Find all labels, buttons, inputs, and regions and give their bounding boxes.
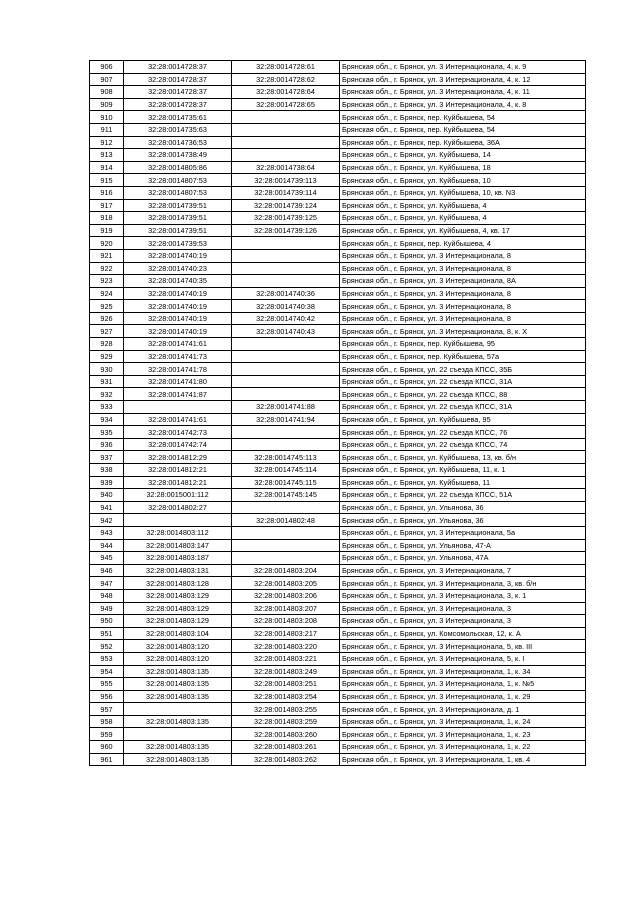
cadastral-number-cell: [124, 514, 232, 527]
object-cadastral-number-cell: 32:28:0014745:114: [232, 464, 340, 477]
cadastral-number-cell: 32:28:0014812:21: [124, 464, 232, 477]
address-cell: Брянская обл., г. Брянск, ул. Куйбышева, 11, к. 1: [340, 464, 586, 477]
object-cadastral-number-cell: [232, 375, 340, 388]
table-row: [90, 199, 586, 212]
address-cell: Брянская обл., г. Брянск, ул. 3 Интернационала, 8: [340, 312, 586, 325]
cadastral-number-cell: 32:28:0014803:135: [124, 715, 232, 728]
object-cadastral-number-cell: 32:28:0014741:88: [232, 401, 340, 414]
table-row: [90, 715, 586, 728]
object-cadastral-number-cell: [232, 111, 340, 124]
address-cell: Брянская обл., г. Брянск, пер. Куйбышева, 54: [340, 123, 586, 136]
address-cell: Брянская обл., г. Брянск, ул. Куйбышева, 4, кв. 17: [340, 224, 586, 237]
row-number-cell: 921: [90, 249, 124, 262]
row-number-cell: 952: [90, 640, 124, 653]
cadastral-number-cell: 32:28:0014803:104: [124, 627, 232, 640]
cadastral-number-cell: 32:28:0014803:187: [124, 552, 232, 565]
row-number-cell: 954: [90, 665, 124, 678]
address-cell: Брянская обл., г. Брянск, ул. 22 съезда КПСС, 35Б: [340, 363, 586, 376]
object-cadastral-number-cell: 32:28:0014803:204: [232, 564, 340, 577]
table-row: [90, 602, 586, 615]
cadastral-number-cell: 32:28:0014803:129: [124, 615, 232, 628]
object-cadastral-number-cell: [232, 262, 340, 275]
address-cell: Брянская обл., г. Брянск, ул. 3 Интернационала, 5а: [340, 526, 586, 539]
table-row: [90, 640, 586, 653]
cadastral-number-cell: 32:28:0015001:112: [124, 489, 232, 502]
object-cadastral-number-cell: 32:28:0014803:259: [232, 715, 340, 728]
row-number-cell: 923: [90, 275, 124, 288]
object-cadastral-number-cell: 32:28:0014803:221: [232, 652, 340, 665]
table-row: [90, 451, 586, 464]
row-number-cell: 939: [90, 476, 124, 489]
table-row: [90, 123, 586, 136]
table-row: [90, 388, 586, 401]
table-row: [90, 73, 586, 86]
address-cell: Брянская обл., г. Брянск, ул. Куйбышева, 18: [340, 161, 586, 174]
row-number-cell: 936: [90, 438, 124, 451]
table-row: [90, 615, 586, 628]
cadastral-number-cell: 32:28:0014740:35: [124, 275, 232, 288]
row-number-cell: 957: [90, 703, 124, 716]
object-cadastral-number-cell: 32:28:0014740:43: [232, 325, 340, 338]
row-number-cell: 908: [90, 86, 124, 99]
object-cadastral-number-cell: [232, 275, 340, 288]
table-row: [90, 652, 586, 665]
cadastral-number-cell: 32:28:0014742:74: [124, 438, 232, 451]
row-number-cell: 915: [90, 174, 124, 187]
table-row: [90, 753, 586, 766]
object-cadastral-number-cell: 32:28:0014728:62: [232, 73, 340, 86]
table-row: [90, 589, 586, 602]
cadastral-number-cell: 32:28:0014740:19: [124, 325, 232, 338]
object-cadastral-number-cell: 32:28:0014803:208: [232, 615, 340, 628]
cadastral-number-cell: 32:28:0014803:129: [124, 589, 232, 602]
object-cadastral-number-cell: 32:28:0014740:42: [232, 312, 340, 325]
cadastral-number-cell: 32:28:0014740:19: [124, 249, 232, 262]
row-number-cell: 958: [90, 715, 124, 728]
object-cadastral-number-cell: 32:28:0014739:113: [232, 174, 340, 187]
table-row: [90, 338, 586, 351]
cadastral-number-cell: 32:28:0014803:129: [124, 602, 232, 615]
cadastral-number-cell: 32:28:0014807:53: [124, 174, 232, 187]
row-number-cell: 935: [90, 426, 124, 439]
row-number-cell: 919: [90, 224, 124, 237]
table-row: [90, 665, 586, 678]
cadastral-number-cell: 32:28:0014738:49: [124, 149, 232, 162]
table-row: [90, 86, 586, 99]
table-row: [90, 552, 586, 565]
cadastral-number-cell: [124, 703, 232, 716]
address-cell: Брянская обл., г. Брянск, ул. 22 съезда КПСС, 31А: [340, 401, 586, 414]
row-number-cell: 944: [90, 539, 124, 552]
cadastral-number-cell: 32:28:0014741:73: [124, 350, 232, 363]
object-cadastral-number-cell: 32:28:0014738:64: [232, 161, 340, 174]
object-cadastral-number-cell: [232, 363, 340, 376]
object-cadastral-number-cell: 32:28:0014739:125: [232, 212, 340, 225]
table-row: [90, 539, 586, 552]
object-cadastral-number-cell: 32:28:0014803:254: [232, 690, 340, 703]
address-cell: Брянская обл., г. Брянск, ул. 22 съезда КПСС, 88: [340, 388, 586, 401]
object-cadastral-number-cell: [232, 388, 340, 401]
address-cell: Брянская обл., г. Брянск, пер. Куйбышева, 4: [340, 237, 586, 250]
address-cell: Брянская обл., г. Брянск, ул. Куйбышева, 14: [340, 149, 586, 162]
registry-table: [89, 60, 586, 766]
address-cell: Брянская обл., г. Брянск, ул. 3 Интернационала, 8: [340, 262, 586, 275]
address-cell: Брянская обл., г. Брянск, ул. 3 Интернационала, д. 1: [340, 703, 586, 716]
object-cadastral-number-cell: [232, 249, 340, 262]
row-number-cell: 932: [90, 388, 124, 401]
row-number-cell: 961: [90, 753, 124, 766]
row-number-cell: 947: [90, 577, 124, 590]
table-row: [90, 464, 586, 477]
address-cell: Брянская обл., г. Брянск, ул. 3 Интернационала, 4, к. 8: [340, 98, 586, 111]
address-cell: Брянская обл., г. Брянск, ул. 3 Интернационала, 4, к. 11: [340, 86, 586, 99]
table-row: [90, 703, 586, 716]
object-cadastral-number-cell: [232, 552, 340, 565]
row-number-cell: 942: [90, 514, 124, 527]
address-cell: Брянская обл., г. Брянск, ул. 22 съезда КПСС, 76: [340, 426, 586, 439]
object-cadastral-number-cell: 32:28:0014803:220: [232, 640, 340, 653]
table-row: [90, 300, 586, 313]
registry-table-body: [90, 61, 586, 766]
cadastral-number-cell: 32:28:0014736:53: [124, 136, 232, 149]
row-number-cell: 933: [90, 401, 124, 414]
table-row: [90, 287, 586, 300]
row-number-cell: 959: [90, 728, 124, 741]
cadastral-number-cell: 32:28:0014803:147: [124, 539, 232, 552]
cadastral-number-cell: 32:28:0014741:61: [124, 338, 232, 351]
address-cell: Брянская обл., г. Брянск, ул. 3 Интернационала, 5, кв. III: [340, 640, 586, 653]
address-cell: Брянская обл., г. Брянск, ул. 3 Интернационала, 8А: [340, 275, 586, 288]
table-row: [90, 564, 586, 577]
table-row: [90, 174, 586, 187]
cadastral-number-cell: 32:28:0014741:61: [124, 413, 232, 426]
object-cadastral-number-cell: 32:28:0014803:207: [232, 602, 340, 615]
object-cadastral-number-cell: 32:28:0014803:260: [232, 728, 340, 741]
cadastral-number-cell: 32:28:0014740:19: [124, 300, 232, 313]
cadastral-number-cell: 32:28:0014803:135: [124, 665, 232, 678]
object-cadastral-number-cell: [232, 438, 340, 451]
object-cadastral-number-cell: 32:28:0014802:48: [232, 514, 340, 527]
cadastral-number-cell: [124, 728, 232, 741]
cadastral-number-cell: 32:28:0014728:37: [124, 61, 232, 74]
row-number-cell: 912: [90, 136, 124, 149]
cadastral-number-cell: 32:28:0014740:19: [124, 312, 232, 325]
table-row: [90, 161, 586, 174]
address-cell: Брянская обл., г. Брянск, ул. Куйбышева, 10, кв. N3: [340, 186, 586, 199]
row-number-cell: 916: [90, 186, 124, 199]
object-cadastral-number-cell: 32:28:0014728:65: [232, 98, 340, 111]
object-cadastral-number-cell: [232, 338, 340, 351]
row-number-cell: 950: [90, 615, 124, 628]
object-cadastral-number-cell: [232, 237, 340, 250]
address-cell: Брянская обл., г. Брянск, ул. 3 Интернационала, 5, к. I: [340, 652, 586, 665]
row-number-cell: 909: [90, 98, 124, 111]
row-number-cell: 955: [90, 678, 124, 691]
cadastral-number-cell: 32:28:0014741:78: [124, 363, 232, 376]
table-row: [90, 149, 586, 162]
cadastral-number-cell: 32:28:0014739:51: [124, 199, 232, 212]
address-cell: Брянская обл., г. Брянск, ул. 3 Интернационала, 1, к. 34: [340, 665, 586, 678]
object-cadastral-number-cell: 32:28:0014745:115: [232, 476, 340, 489]
table-row: [90, 61, 586, 74]
object-cadastral-number-cell: 32:28:0014803:251: [232, 678, 340, 691]
row-number-cell: 941: [90, 501, 124, 514]
address-cell: Брянская обл., г. Брянск, ул. Куйбышева, 95: [340, 413, 586, 426]
address-cell: Брянская обл., г. Брянск, ул. 3 Интернационала, 4, к. 9: [340, 61, 586, 74]
object-cadastral-number-cell: [232, 501, 340, 514]
cadastral-number-cell: 32:28:0014740:23: [124, 262, 232, 275]
table-row: [90, 678, 586, 691]
object-cadastral-number-cell: [232, 123, 340, 136]
row-number-cell: 906: [90, 61, 124, 74]
address-cell: Брянская обл., г. Брянск, ул. Куйбышева, 11: [340, 476, 586, 489]
address-cell: Брянская обл., г. Брянск, ул. 3 Интернационала, 3, к. 1: [340, 589, 586, 602]
row-number-cell: 953: [90, 652, 124, 665]
row-number-cell: 928: [90, 338, 124, 351]
cadastral-number-cell: 32:28:0014803:135: [124, 678, 232, 691]
table-row: [90, 741, 586, 754]
address-cell: Брянская обл., г. Брянск, ул. 3 Интернационала, 3, кв. б/н: [340, 577, 586, 590]
cadastral-number-cell: 32:28:0014803:120: [124, 640, 232, 653]
cadastral-number-cell: 32:28:0014740:19: [124, 287, 232, 300]
address-cell: Брянская обл., г. Брянск, ул. 3 Интернационала, 1, к. 24: [340, 715, 586, 728]
table-row: [90, 275, 586, 288]
address-cell: Брянская обл., г. Брянск, ул. 3 Интернационала, 1, к. 23: [340, 728, 586, 741]
row-number-cell: 949: [90, 602, 124, 615]
object-cadastral-number-cell: 32:28:0014739:126: [232, 224, 340, 237]
object-cadastral-number-cell: 32:28:0014728:64: [232, 86, 340, 99]
object-cadastral-number-cell: [232, 350, 340, 363]
object-cadastral-number-cell: [232, 426, 340, 439]
address-cell: Брянская обл., г. Брянск, ул. 3 Интернационала, 8: [340, 249, 586, 262]
address-cell: Брянская обл., г. Брянск, ул. 3 Интернационала, 8: [340, 287, 586, 300]
table-row: [90, 426, 586, 439]
table-row: [90, 136, 586, 149]
address-cell: Брянская обл., г. Брянск, ул. Ульянова, 47А: [340, 552, 586, 565]
row-number-cell: 940: [90, 489, 124, 502]
address-cell: Брянская обл., г. Брянск, ул. Ульянова, 36: [340, 501, 586, 514]
object-cadastral-number-cell: 32:28:0014741:94: [232, 413, 340, 426]
object-cadastral-number-cell: 32:28:0014745:145: [232, 489, 340, 502]
row-number-cell: 929: [90, 350, 124, 363]
table-row: [90, 98, 586, 111]
object-cadastral-number-cell: 32:28:0014739:114: [232, 186, 340, 199]
address-cell: Брянская обл., г. Брянск, пер. Куйбышева, 54: [340, 111, 586, 124]
row-number-cell: 924: [90, 287, 124, 300]
address-cell: Брянская обл., г. Брянск, ул. Ульянова, 36: [340, 514, 586, 527]
address-cell: Брянская обл., г. Брянск, ул. 3 Интернационала, 3: [340, 602, 586, 615]
cadastral-number-cell: 32:28:0014803:112: [124, 526, 232, 539]
address-cell: Брянская обл., г. Брянск, ул. 22 съезда КПСС, 31А: [340, 375, 586, 388]
table-row: [90, 262, 586, 275]
object-cadastral-number-cell: 32:28:0014803:249: [232, 665, 340, 678]
cadastral-number-cell: 32:28:0014739:53: [124, 237, 232, 250]
table-row: [90, 212, 586, 225]
table-row: [90, 627, 586, 640]
address-cell: Брянская обл., г. Брянск, ул. 3 Интернационала, 1, кв. 4: [340, 753, 586, 766]
cadastral-number-cell: 32:28:0014728:37: [124, 86, 232, 99]
row-number-cell: 910: [90, 111, 124, 124]
address-cell: Брянская обл., г. Брянск, ул. Куйбышева, 13, кв. б/н: [340, 451, 586, 464]
address-cell: Брянская обл., г. Брянск, ул. 3 Интернационала, 1, к. №5: [340, 678, 586, 691]
row-number-cell: 937: [90, 451, 124, 464]
cadastral-number-cell: 32:28:0014735:63: [124, 123, 232, 136]
table-row: [90, 577, 586, 590]
cadastral-number-cell: 32:28:0014728:37: [124, 98, 232, 111]
address-cell: Брянская обл., г. Брянск, ул. Комсомольская, 12, к. А: [340, 627, 586, 640]
table-row: [90, 249, 586, 262]
address-cell: Брянская обл., г. Брянск, пер. Куйбышева, 95: [340, 338, 586, 351]
row-number-cell: 925: [90, 300, 124, 313]
row-number-cell: 920: [90, 237, 124, 250]
table-row: [90, 350, 586, 363]
table-row: [90, 526, 586, 539]
address-cell: Брянская обл., г. Брянск, ул. 22 съезда КПСС, 51А: [340, 489, 586, 502]
object-cadastral-number-cell: 32:28:0014745:113: [232, 451, 340, 464]
address-cell: Брянская обл., г. Брянск, ул. 3 Интернационала, 8, к. Х: [340, 325, 586, 338]
cadastral-number-cell: 32:28:0014803:135: [124, 741, 232, 754]
table-row: [90, 186, 586, 199]
object-cadastral-number-cell: [232, 136, 340, 149]
object-cadastral-number-cell: 32:28:0014803:255: [232, 703, 340, 716]
address-cell: Брянская обл., г. Брянск, ул. 22 съезда КПСС, 74: [340, 438, 586, 451]
table-row: [90, 224, 586, 237]
object-cadastral-number-cell: 32:28:0014740:36: [232, 287, 340, 300]
row-number-cell: 913: [90, 149, 124, 162]
object-cadastral-number-cell: [232, 526, 340, 539]
table-row: [90, 728, 586, 741]
table-row: [90, 111, 586, 124]
address-cell: Брянская обл., г. Брянск, ул. Куйбышева, 4: [340, 212, 586, 225]
row-number-cell: 918: [90, 212, 124, 225]
object-cadastral-number-cell: 32:28:0014803:261: [232, 741, 340, 754]
cadastral-number-cell: 32:28:0014803:135: [124, 753, 232, 766]
row-number-cell: 960: [90, 741, 124, 754]
row-number-cell: 927: [90, 325, 124, 338]
object-cadastral-number-cell: 32:28:0014803:205: [232, 577, 340, 590]
address-cell: Брянская обл., г. Брянск, пер. Куйбышева, 57а: [340, 350, 586, 363]
table-row: [90, 514, 586, 527]
cadastral-number-cell: 32:28:0014741:87: [124, 388, 232, 401]
object-cadastral-number-cell: 32:28:0014803:206: [232, 589, 340, 602]
address-cell: Брянская обл., г. Брянск, ул. 3 Интернационала, 7: [340, 564, 586, 577]
cadastral-number-cell: 32:28:0014739:51: [124, 212, 232, 225]
cadastral-number-cell: [124, 401, 232, 414]
row-number-cell: 926: [90, 312, 124, 325]
table-row: [90, 476, 586, 489]
address-cell: Брянская обл., г. Брянск, ул. 3 Интернационала, 1, к. 22: [340, 741, 586, 754]
address-cell: Брянская обл., г. Брянск, ул. 3 Интернационала, 3: [340, 615, 586, 628]
object-cadastral-number-cell: 32:28:0014728:61: [232, 61, 340, 74]
cadastral-number-cell: 32:28:0014803:135: [124, 690, 232, 703]
object-cadastral-number-cell: 32:28:0014803:217: [232, 627, 340, 640]
table-row: [90, 690, 586, 703]
table-row: [90, 375, 586, 388]
cadastral-number-cell: 32:28:0014741:80: [124, 375, 232, 388]
row-number-cell: 907: [90, 73, 124, 86]
table-row: [90, 413, 586, 426]
address-cell: Брянская обл., г. Брянск, пер. Куйбышева, 36А: [340, 136, 586, 149]
cadastral-number-cell: 32:28:0014802:27: [124, 501, 232, 514]
cadastral-number-cell: 32:28:0014735:61: [124, 111, 232, 124]
table-row: [90, 237, 586, 250]
row-number-cell: 946: [90, 564, 124, 577]
object-cadastral-number-cell: 32:28:0014739:124: [232, 199, 340, 212]
cadastral-number-cell: 32:28:0014803:131: [124, 564, 232, 577]
cadastral-number-cell: 32:28:0014739:51: [124, 224, 232, 237]
cadastral-number-cell: 32:28:0014742:73: [124, 426, 232, 439]
object-cadastral-number-cell: [232, 149, 340, 162]
cadastral-number-cell: 32:28:0014803:128: [124, 577, 232, 590]
row-number-cell: 948: [90, 589, 124, 602]
row-number-cell: 931: [90, 375, 124, 388]
row-number-cell: 945: [90, 552, 124, 565]
row-number-cell: 922: [90, 262, 124, 275]
cadastral-number-cell: 32:28:0014807:53: [124, 186, 232, 199]
object-cadastral-number-cell: [232, 539, 340, 552]
address-cell: Брянская обл., г. Брянск, ул. Ульянова, 47-А: [340, 539, 586, 552]
row-number-cell: 938: [90, 464, 124, 477]
cadastral-number-cell: 32:28:0014812:29: [124, 451, 232, 464]
address-cell: Брянская обл., г. Брянск, ул. Куйбышева, 4: [340, 199, 586, 212]
table-row: [90, 438, 586, 451]
address-cell: Брянская обл., г. Брянск, ул. 3 Интернационала, 8: [340, 300, 586, 313]
row-number-cell: 951: [90, 627, 124, 640]
row-number-cell: 930: [90, 363, 124, 376]
table-row: [90, 325, 586, 338]
row-number-cell: 934: [90, 413, 124, 426]
row-number-cell: 943: [90, 526, 124, 539]
table-row: [90, 363, 586, 376]
table-row: [90, 312, 586, 325]
table-row: [90, 489, 586, 502]
table-row: [90, 501, 586, 514]
cadastral-number-cell: 32:28:0014805:86: [124, 161, 232, 174]
table-row: [90, 401, 586, 414]
row-number-cell: 914: [90, 161, 124, 174]
address-cell: Брянская обл., г. Брянск, ул. 3 Интернационала, 1, к. 29: [340, 690, 586, 703]
object-cadastral-number-cell: 32:28:0014740:38: [232, 300, 340, 313]
row-number-cell: 911: [90, 123, 124, 136]
row-number-cell: 956: [90, 690, 124, 703]
object-cadastral-number-cell: 32:28:0014803:262: [232, 753, 340, 766]
cadastral-number-cell: 32:28:0014803:120: [124, 652, 232, 665]
cadastral-number-cell: 32:28:0014812:21: [124, 476, 232, 489]
address-cell: Брянская обл., г. Брянск, ул. 3 Интернационала, 4, к. 12: [340, 73, 586, 86]
cadastral-number-cell: 32:28:0014728:37: [124, 73, 232, 86]
address-cell: Брянская обл., г. Брянск, ул. Куйбышева, 10: [340, 174, 586, 187]
row-number-cell: 917: [90, 199, 124, 212]
